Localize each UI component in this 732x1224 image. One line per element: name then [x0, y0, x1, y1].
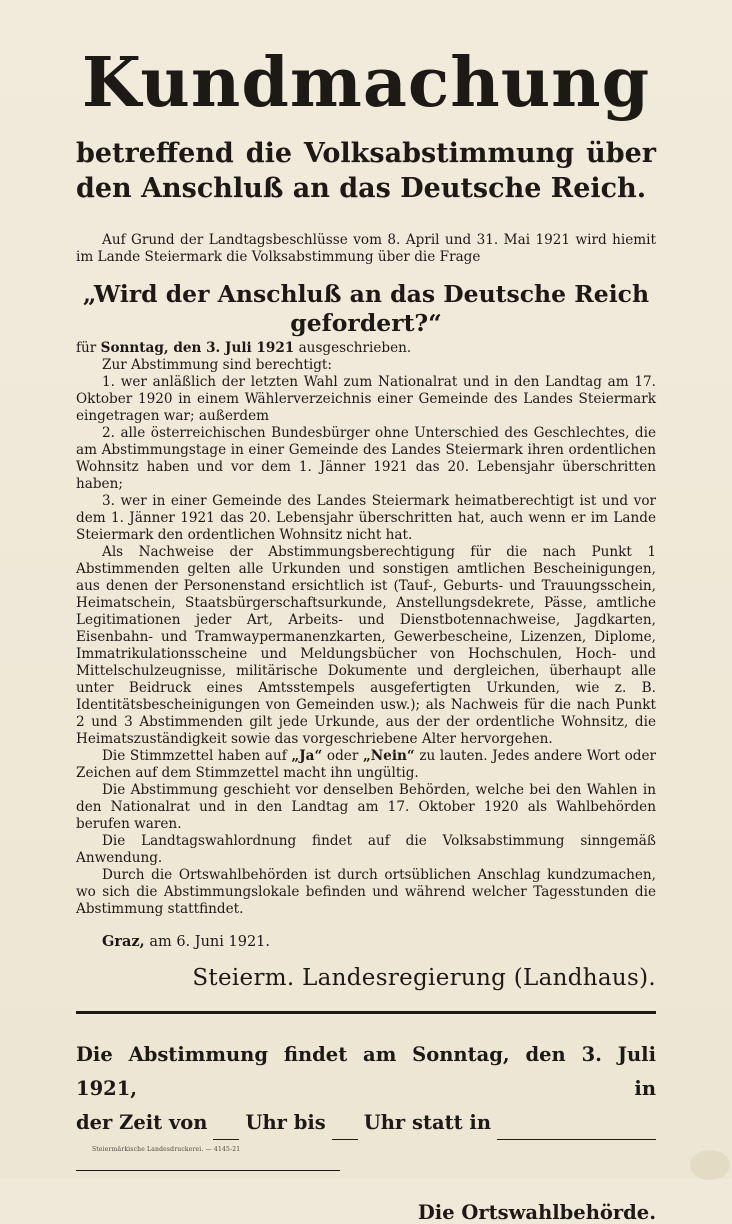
date-line-date: Sonntag, den 3. Juli 1921 — [100, 339, 295, 356]
authorities-paragraph: Die Abstimmung geschieht vor denselben Behörden, welche bei den Wahlen in den Nationalrat und in den Landtag am 17. Oktober 1920 als Wahlbehörden berufen waren. — [76, 781, 656, 832]
printer-imprint: Steiermärkische Landesdruckerei. — 4145-21 — [92, 1146, 241, 1153]
eligibility-item-3: 3. wer in einer Gemeinde des Landes Steiermark heimatberechtigt ist und vor dem 1. Jänner 1921 das 20. Lebensjahr überschritten hat, auch wenn er im Lande Steiermark den ordentlichen Wohnsitz nicht hat. — [76, 492, 656, 543]
eligibility-item-2: 2. alle österreichischen Bundesbürger ohne Unterschied des Geschlechtes, die am Abstimmungstage in einer Gemeinde des Landes Steiermark ihren ordentlichen Wohnsitz haben und vor dem 1. Jänner 1921 das 20. Lebensjahr überschritten haben; — [76, 424, 656, 492]
issue-place: Graz, — [102, 932, 145, 950]
ballot-suffix: zu lauten. Jedes andere Wort oder Zeichen auf dem Stimmzettel macht ihn ungültig. — [76, 747, 657, 781]
ballot-ja: „Ja“ — [291, 747, 323, 764]
eligibility-item-1: 1. wer anläßlich der letzten Wahl zum Nationalrat und in den Landtag am 17. Oktober 1920 in einem Wählerverzeichnis einer Gemeinde des Landes Steiermark eingetragen war; außerdem — [76, 373, 656, 424]
ballot-paragraph — [76, 748, 656, 782]
announcement-uhr-statt: Uhr statt in — [363, 1110, 492, 1134]
announcement-uhr-bis: Uhr bis — [245, 1110, 326, 1134]
location-blank-continued — [76, 1170, 340, 1172]
proof-paragraph: Als Nachweise der Abstimmungsberechtigung für die nach Punkt 1 Abstimmenden gelten alle Urkunden und sonstigen amtlichen Bescheinigungen, aus denen der Personenstand ersichtlich ist (Tauf-, Geburts- und Trauungsschein, Heimatschein, Staatsbürgerschaftsurkunde, Anstellungsdekrete, Pässe, amtliche Legitimationen jeder Art, Arbeits- und Dienstbotennachweise, Jagdkarten, Eisenbahn- und Tramwaypermanenzkarten, Gewerbescheine, Lizenzen, Diplome, Immatrikulationsscheine und Meldungsbücher von Hochschulen, Hoch- und Mittelschulzeugnisse, militärische Dokumente und dergleichen, überhaupt alle unter Beidruck eines Amtsstempels ausgefertigten Urkunden, wie z. B. Identitätsbescheinigungen von Gemeinden usw.); als Nachweis für die nach Punkt 2 und 3 Abstimmenden gilt jede Urkunde, aus der der ordentliche Wohnsitz, die Heimatszuständigkeit sowie das vorgeschriebene Alter hervorgehen. — [76, 543, 656, 747]
announcement-line-1: Die Abstimmung findet am Sonntag, den 3. Juli 1921, in — [76, 1042, 656, 1100]
subtitle-line-2: den Anschluß an das Deutsche Reich. — [76, 173, 647, 204]
subtitle-line-1: betreffend die Volksabstimmung über — [76, 138, 656, 169]
start-time-blank — [213, 1119, 239, 1140]
date-line-prefix: für — [76, 339, 97, 356]
ballot-prefix: Die Stimmzettel haben auf — [102, 747, 287, 764]
date-line — [76, 340, 656, 357]
date-line-suffix: ausgeschrieben. — [298, 339, 412, 356]
announcement-zeit: der Zeit von — [76, 1110, 208, 1134]
announcement-line-2 — [76, 1106, 656, 1140]
ballot-oder: oder — [326, 747, 359, 764]
divider — [76, 1011, 656, 1014]
referendum-question: „Wird der Anschluß an das Deutsche Reich gefordert?“ — [82, 279, 650, 337]
notice-paragraph: Durch die Ortswahlbehörden ist durch ortsüblichen Anschlag kundzumachen, wo sich die Abstimmungslokale befinden und während welcher Tagesstunden die Abstimmung stattfindet. — [76, 866, 656, 917]
issue-date — [76, 933, 656, 951]
regulation-paragraph: Die Landtagswahlordnung findet auf die Volksabstimmung sinngemäß Anwendung. — [76, 832, 656, 866]
end-time-blank — [332, 1119, 358, 1140]
eligibility-header: Zur Abstimmung sind berechtigt: — [102, 356, 332, 373]
page-title: Kundmachung — [81, 43, 651, 123]
authority-signature: Die Ortswahlbehörde. — [417, 1201, 656, 1224]
location-blank — [497, 1119, 656, 1140]
ballot-nein: „Nein“ — [362, 747, 415, 764]
subtitle — [76, 136, 656, 206]
paper-stain — [690, 1150, 730, 1180]
intro-paragraph: Auf Grund der Landtagsbeschlüsse vom 8. April und 31. Mai 1921 wird hiemit im Lande Steiermark die Volksabstimmung über die Frage — [76, 232, 656, 265]
issue-date-text: am 6. Juni 1921. — [149, 933, 271, 950]
signer: Steierm. Landesregierung (Landhaus). — [192, 964, 656, 991]
